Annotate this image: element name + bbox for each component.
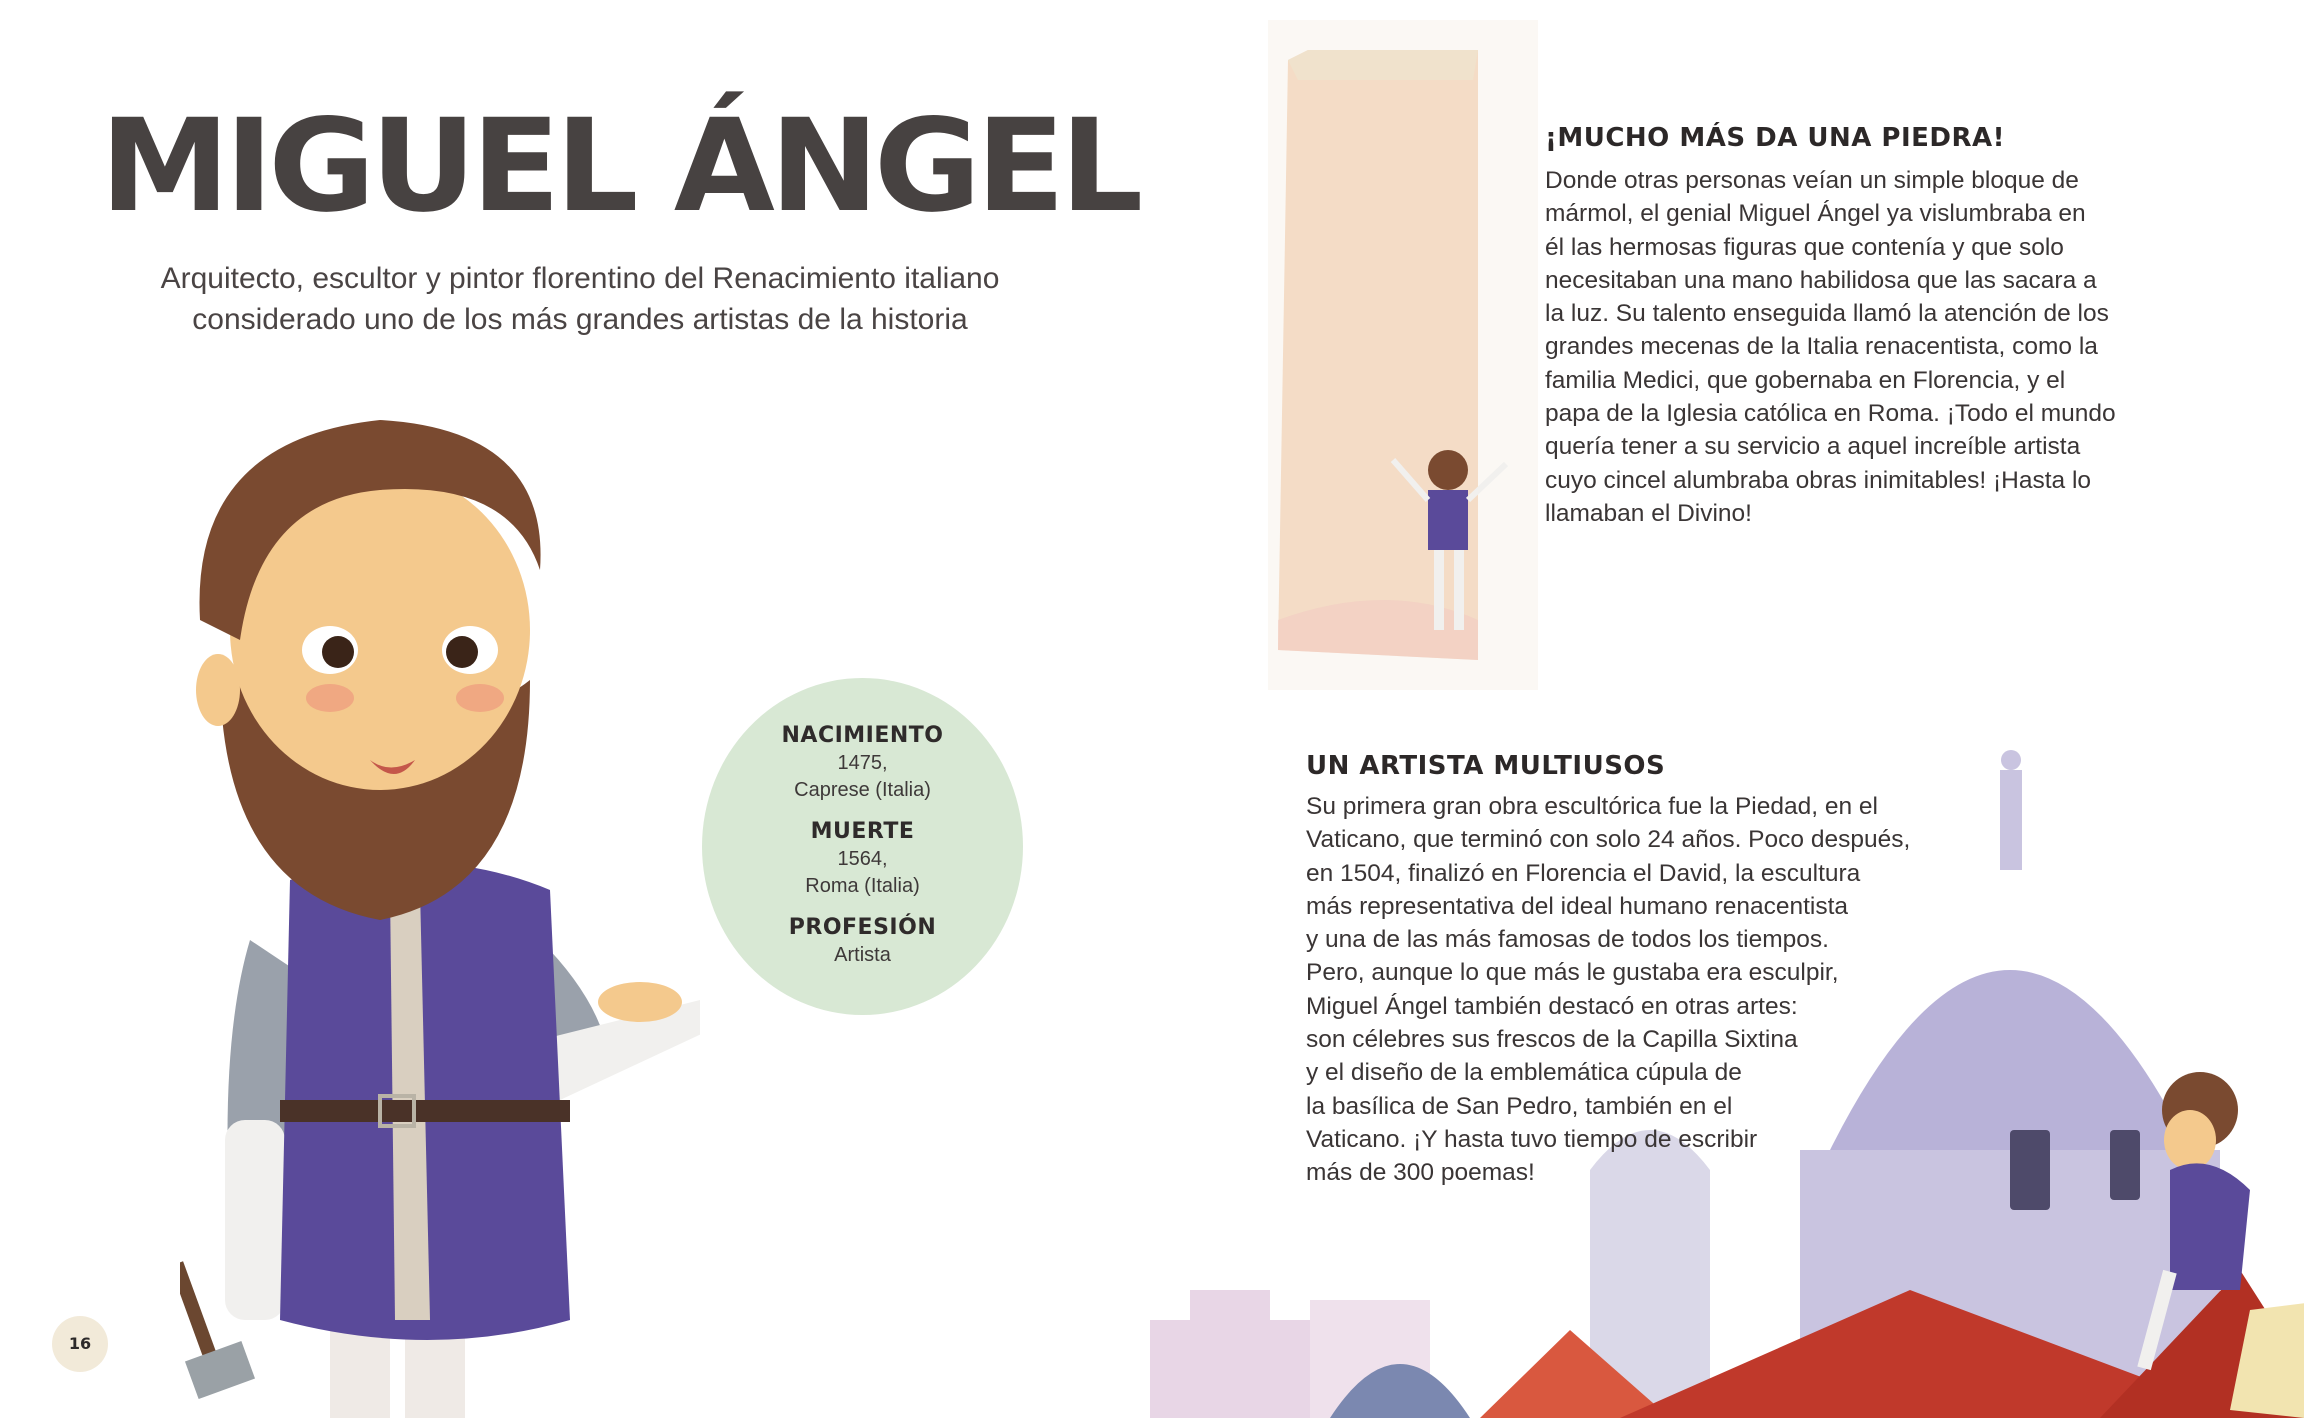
- marble-block-illustration: [1268, 20, 1538, 690]
- body-line: en 1504, finalizó en Florencia el David, la escultura: [1306, 859, 1861, 887]
- body-line: y el diseño de la emblemática cúpula de: [1306, 1059, 1742, 1087]
- body-line: necesitaban una mano habilidosa que las sacara a: [1545, 266, 2097, 294]
- body-line: mármol, el genial Miguel Ángel ya vislumbraba en: [1545, 200, 2086, 228]
- body-line: más de 300 poemas!: [1306, 1159, 1535, 1187]
- info-circle: [702, 678, 1023, 1015]
- subtitle-line: Arquitecto, escultor y pintor florentino del Renacimiento italiano: [160, 262, 1000, 295]
- body-line: la basílica de San Pedro, también en el: [1306, 1092, 1733, 1120]
- section-heading-multiusos: UN ARTISTA MULTIUSOS: [1306, 751, 1666, 781]
- michelangelo-portrait-illustration: [180, 420, 700, 1418]
- birth-place: Caprese (Italia): [794, 779, 931, 801]
- page-number: 16: [52, 1316, 108, 1372]
- death-place: Roma (Italia): [805, 875, 920, 897]
- birth-year: 1475,: [837, 752, 888, 774]
- birth-info: [702, 722, 1023, 804]
- birth-label: NACIMIENTO: [781, 723, 944, 748]
- body-line: son célebres sus frescos de la Capilla Sixtina: [1306, 1026, 1798, 1054]
- body-line: Pero, aunque lo que más le gustaba era esculpir,: [1306, 959, 1839, 987]
- section-body-multiusos: [1306, 790, 1966, 1190]
- body-line: Vaticano, que terminó con solo 24 años. Poco después,: [1306, 826, 1911, 854]
- body-line: Vaticano. ¡Y hasta tuvo tiempo de escribir: [1306, 1125, 1758, 1153]
- page-title: MIGUEL ÁNGEL: [100, 92, 1139, 241]
- profession-info: [702, 914, 1023, 969]
- body-line: más representativa del ideal humano renacentista: [1306, 892, 1849, 920]
- profession-value: Artista: [834, 944, 891, 966]
- body-line: Miguel Ángel también destacó en otras artes:: [1306, 992, 1798, 1020]
- death-year: 1564,: [837, 848, 888, 870]
- section-heading-piedra: ¡MUCHO MÁS DA UNA PIEDRA!: [1545, 123, 2005, 153]
- body-line: cuyo cincel alumbraba obras inimitables! ¡Hasta lo: [1545, 466, 2092, 494]
- body-line: Su primera gran obra escultórica fue la Piedad, en el: [1306, 793, 1878, 820]
- body-line: papa de la Iglesia católica en Roma. ¡Todo el mundo: [1545, 400, 2116, 428]
- death-info: [702, 818, 1023, 900]
- body-line: quería tener a su servicio a aquel increíble artista: [1545, 433, 2081, 461]
- body-line: llamaban el Divino!: [1545, 499, 1752, 527]
- section-body-piedra: [1545, 164, 2165, 530]
- subtitle-line: considerado uno de los más grandes artistas de la historia: [192, 303, 968, 336]
- profession-label: PROFESIÓN: [788, 915, 937, 940]
- body-line: grandes mecenas de la Italia renacentista, como la: [1545, 333, 2098, 361]
- body-line: él las hermosas figuras que contenía y que solo: [1545, 233, 2064, 261]
- body-line: la luz. Su talento enseguida llamó la atención de los: [1545, 300, 2109, 328]
- death-label: MUERTE: [810, 819, 915, 844]
- body-line: y una de las más famosas de todos los tiempos.: [1306, 926, 1829, 954]
- body-line: Donde otras personas veían un simple bloque de: [1545, 167, 2079, 194]
- subtitle: [100, 258, 1060, 340]
- body-line: familia Medici, que gobernaba en Florencia, y el: [1545, 366, 2066, 394]
